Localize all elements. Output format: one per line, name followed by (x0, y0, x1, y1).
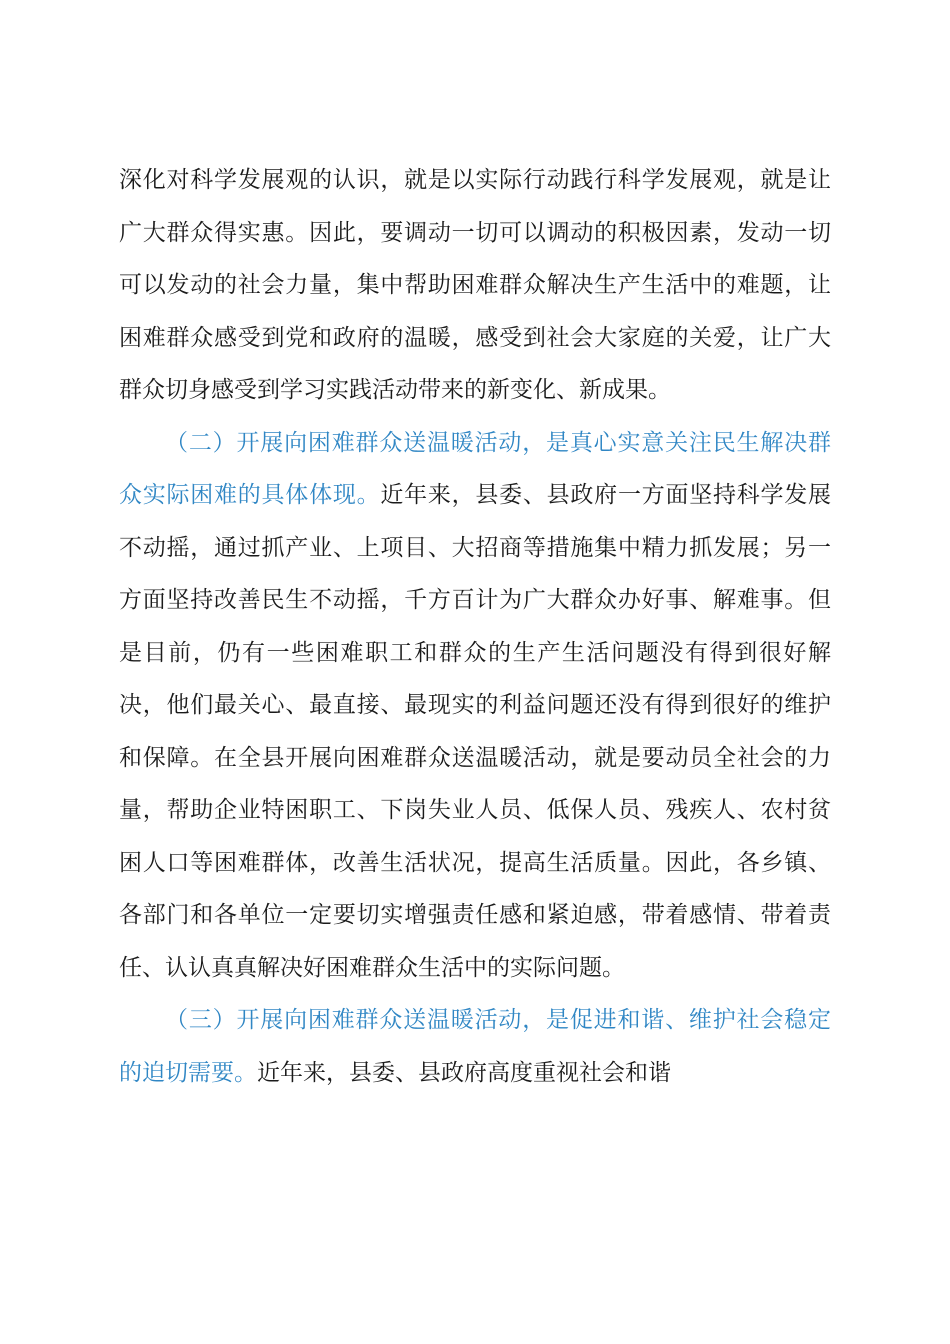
paragraph-body-text: 近年来，县委、县政府高度重视社会和谐 (257, 1059, 671, 1086)
paragraph-section-2 (119, 417, 831, 995)
paragraph-continuation (119, 154, 831, 417)
paragraph-section-3 (119, 994, 831, 1099)
paragraph-body-text: 近年来，县委、县政府一方面坚持科学发展不动摇，通过抓产业、上项目、大招商等措施集中精力抓发展；另一方面坚持改善民生不动摇，千方百计为广大群众办好事、解难事。但是目前，仍有一些困难职工和群众的生产生活问题没有得到很好解决，他们最关心、最直接、最现实的利益问题还没有得到很好的维护和保障。在全县开展向困难群众送温暖活动，就是要动员全社会的力量，帮助企业特困职工、下岗失业人员、低保人员、残疾人、农村贫困人口等困难群体，改善生活状况，提高生活质量。因此，各乡镇、各部门和各单位一定要切实增强责任感和紧迫感，带着感情、带着责任、认认真真解决好困难群众生活中的实际问题。 (119, 482, 832, 981)
paragraph-body-text: 深化对科学发展观的认识，就是以实际行动践行科学发展观，就是让广大群众得实惠。因此，要调动一切可以调动的积极因素，发动一切可以发动的社会力量，集中帮助困难群众解决生产生活中的难题，让困难群众感受到党和政府的温暖，感受到社会大家庭的关爱，让广大群众切身感受到学习实践活动带来的新变化、新成果。 (119, 167, 831, 403)
section-heading: （二）开展向困难群众送温暖活动，是真心实意关注民生解决群众实际困难的具体体现。 (119, 429, 831, 508)
document-body (119, 154, 831, 1099)
section-heading: （三）开展向困难群众送温暖活动，是促进和谐、维护社会稳定的迫切需要。 (119, 1007, 831, 1086)
